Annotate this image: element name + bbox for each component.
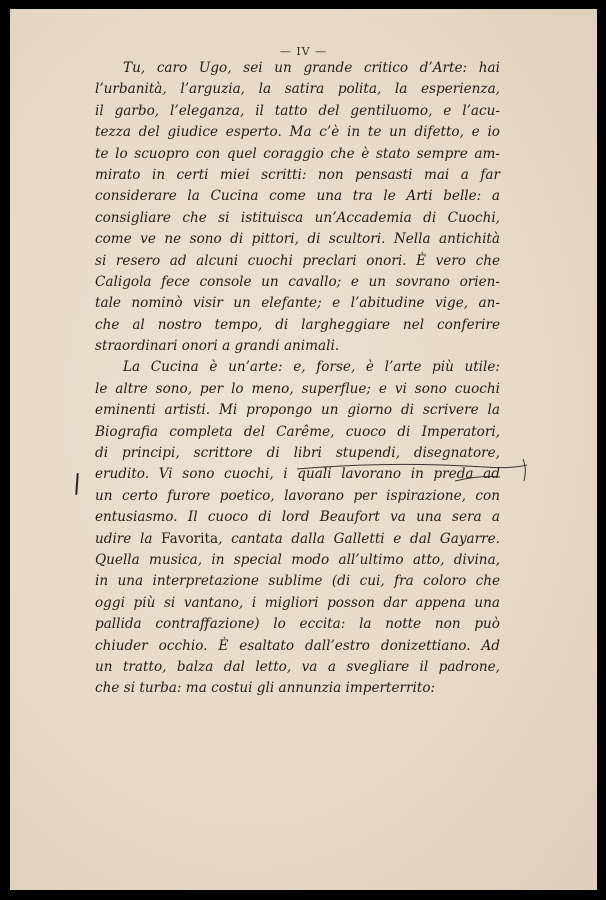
text-line: di principi, scrittore di libri stupendi, disegnatore, <box>95 445 500 462</box>
text-line: consigliare che si istituisca un’Accademia di Cuochi, <box>95 209 500 226</box>
text-line: eminenti artisti. Mi propongo un giorno di scrivere la <box>95 402 500 419</box>
text-line: tale nominò visir un elefante; e l’abitudine vige, an- <box>95 295 500 312</box>
text-line: Caligola fece console un cavallo; e un sovrano orien- <box>95 273 500 290</box>
text-line: le altre sono, per lo meno, superflue; e vi sono cuochi <box>95 380 500 397</box>
text-line: il garbo, l’eleganza, il tatto del gentiluomo, e l’acu- <box>95 102 500 119</box>
text-line: straordinari onori a grandi animali. <box>95 338 340 355</box>
text-line: mirato in certi miei scritti: non pensasti mai a far <box>95 166 500 183</box>
text-line: un certo furore poetico, lavorano per ispirazione, con <box>95 487 500 504</box>
text-fragment: udire la <box>95 530 162 547</box>
text-line: te lo scuopro con quel coraggio che è stato sempre am- <box>95 145 500 162</box>
text-line: Tu, caro Ugo, sei un grande critico d’Arte: hai <box>123 60 500 76</box>
text-line: Quella musica, in special modo all’ultimo atto, divina, <box>95 551 500 568</box>
text-line: che si turba: ma costui gli annunzia imperterrito: <box>95 680 436 697</box>
text-line: chiuder occhio. È esaltato dall’estro donizettiano. Ad <box>95 637 500 654</box>
opera-title: Favorita <box>161 530 219 547</box>
text-line-mixed <box>95 529 500 550</box>
pencil-underline-mark <box>295 455 530 485</box>
text-line: oggi più si vantano, i migliori posson dar appena una <box>95 594 500 611</box>
text-line: che al nostro tempo, di largheggiare nel conferire <box>95 316 500 333</box>
text-line: erudito. Vi sono cuochi, i quali lavorano in preda ad <box>95 466 500 483</box>
text-line: pallida contraffazione) lo eccita: la notte non può <box>95 616 500 633</box>
text-line: l’urbanità, l’arguzia, la satira polita, la esperienza, <box>95 81 500 98</box>
text-line: considerare la Cucina come una tra le Arti belle: a <box>95 188 500 205</box>
text-fragment: , cantata dalla Galletti e dal Gayarre. <box>218 530 500 547</box>
text-line: in una interpretazione sublime (di cui, fra coloro che <box>95 573 500 590</box>
paragraph-2 <box>95 357 500 699</box>
text-line: tezza del giudice esperto. Ma c’è in te un difetto, e io <box>95 124 500 141</box>
page-number: — IV — <box>279 45 328 58</box>
text-line: un tratto, balza dal letto, va a svegliare il padrone, <box>95 658 500 675</box>
text-line: entusiasmo. Il cuoco di lord Beaufort va una sera a <box>95 509 500 526</box>
paragraph-1 <box>95 58 500 357</box>
text-line: La Cucina è un’arte: e, forse, è l’arte più utile: <box>123 359 500 376</box>
body-text <box>95 58 500 700</box>
text-line: Biografia completa del Carême, cuoco di Imperatori, <box>95 423 500 440</box>
text-line: si resero ad alcuni cuochi preclari onori. È vero che <box>95 252 500 269</box>
text-line: come ve ne sono di pittori, di scultori. Nella antichità <box>95 231 500 248</box>
